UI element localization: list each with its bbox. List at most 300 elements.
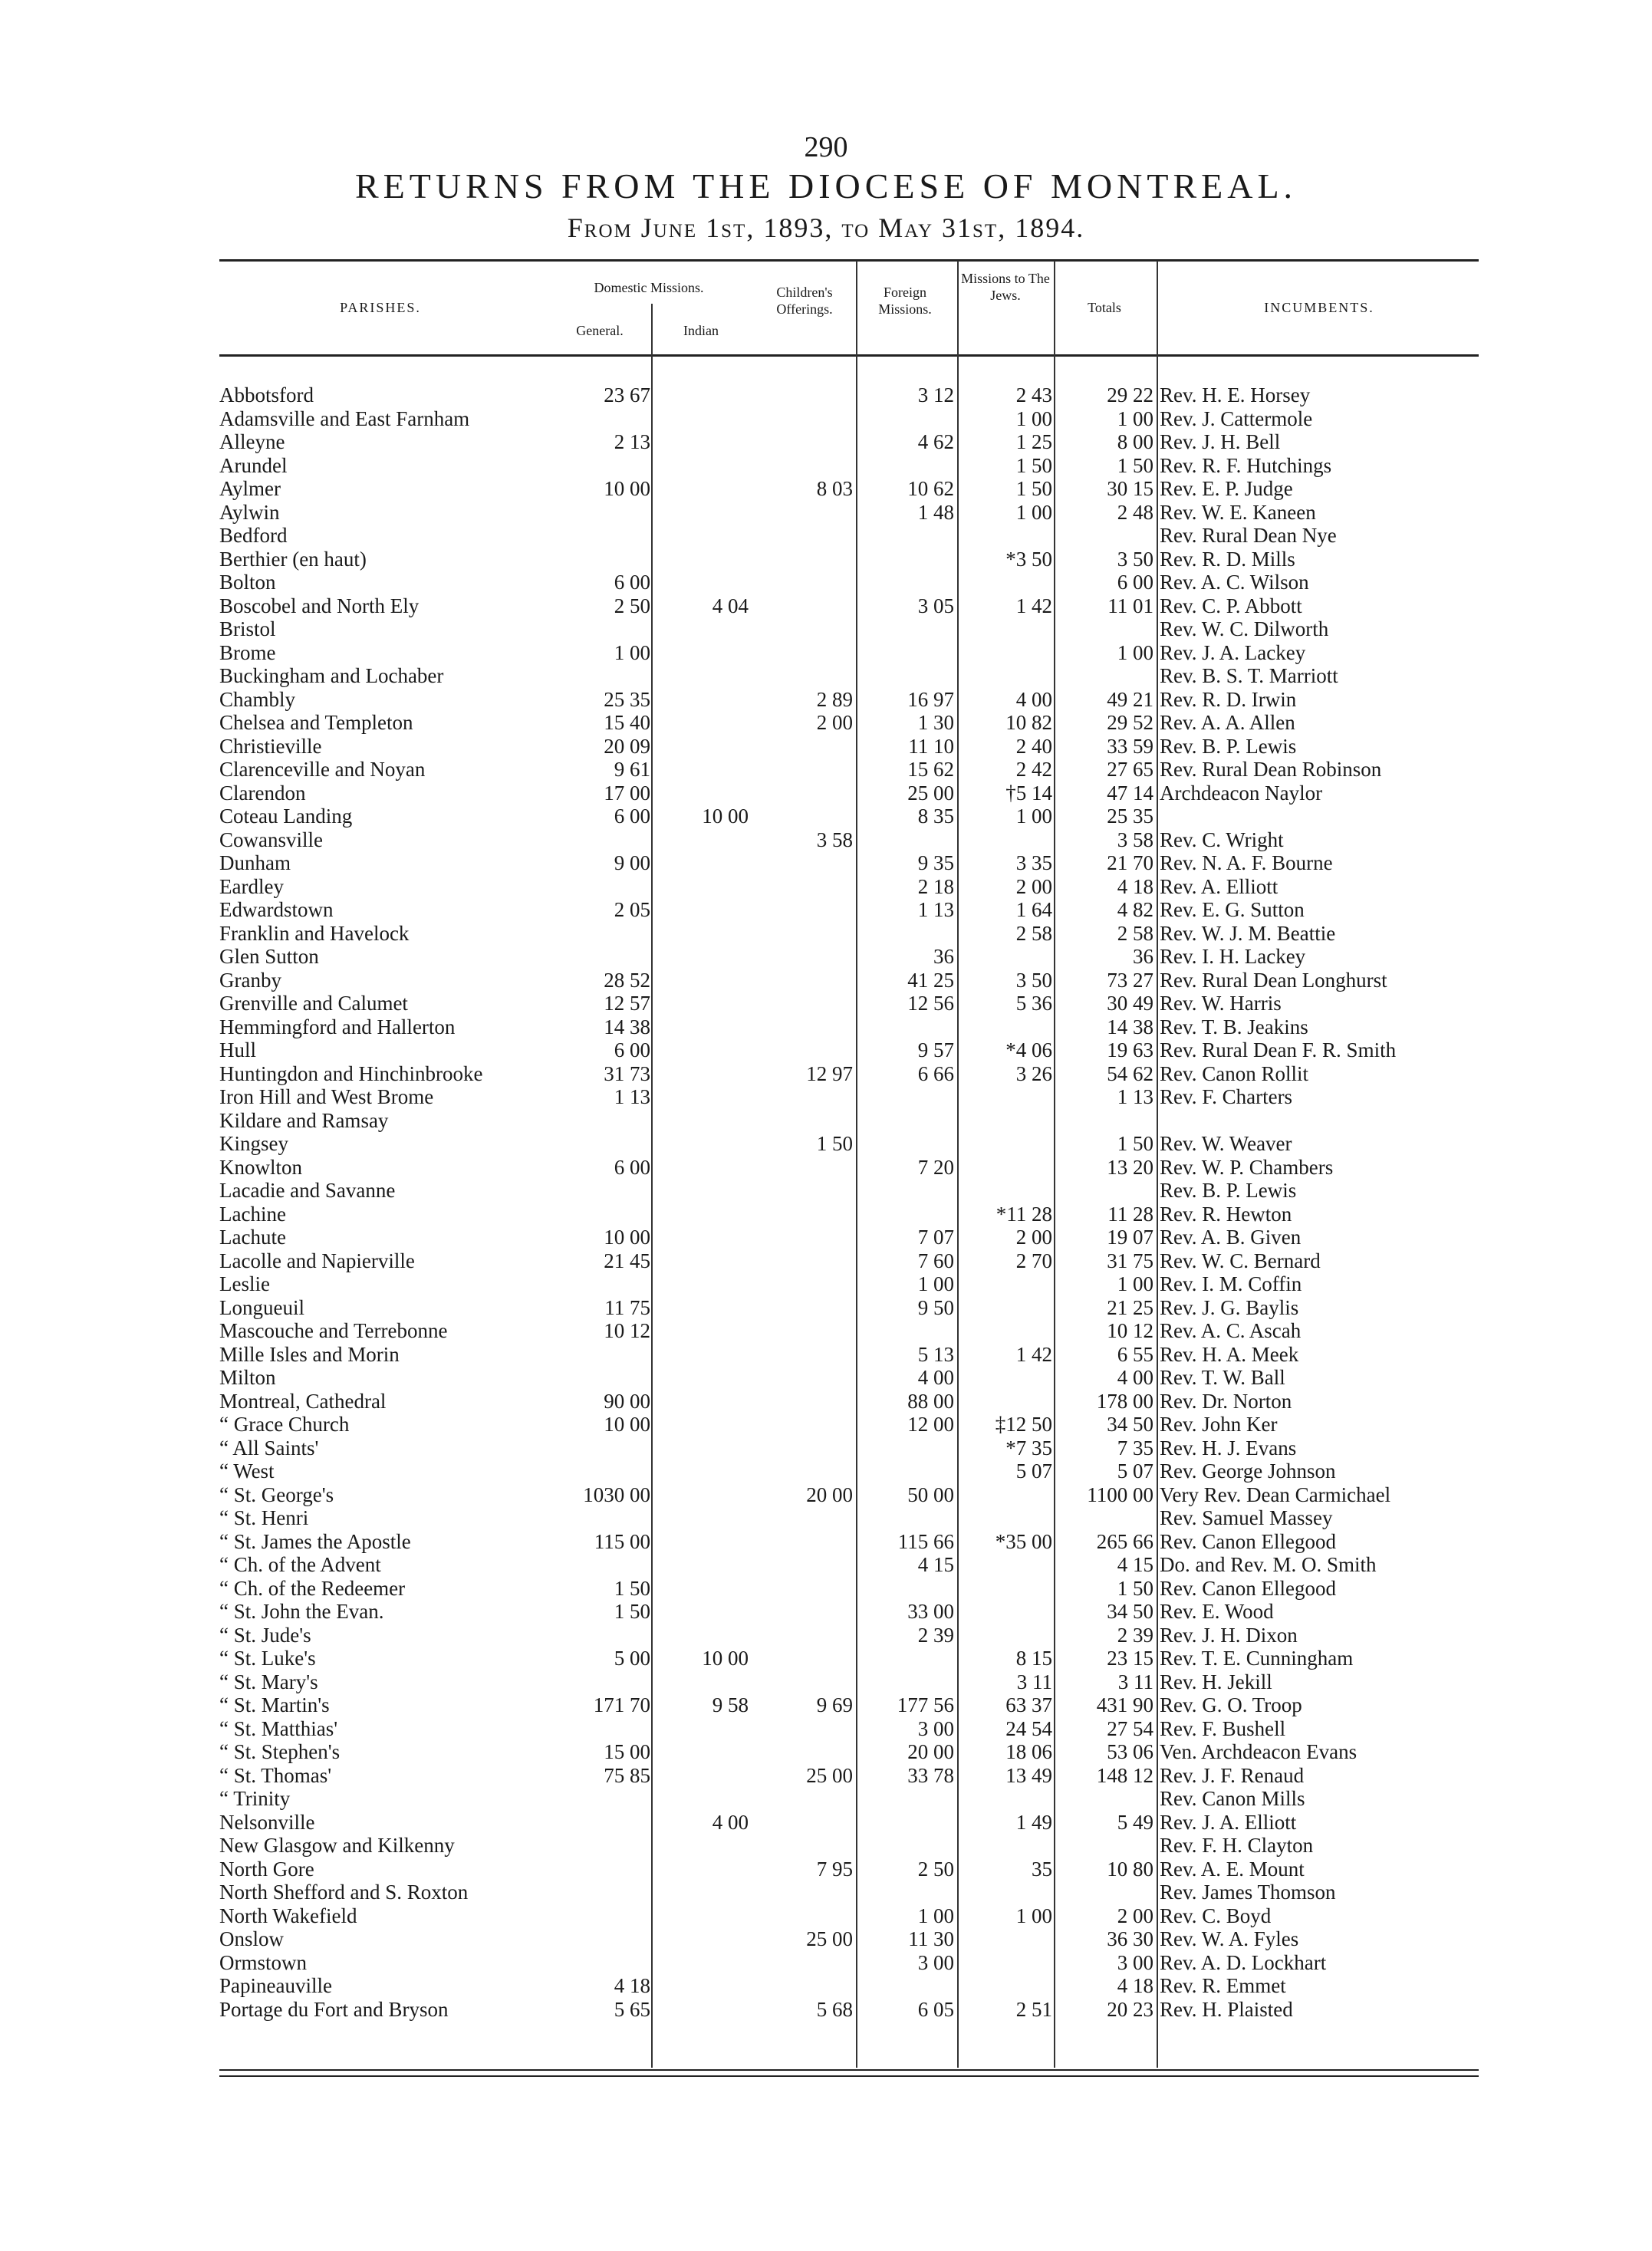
indian-missions-value	[653, 1834, 749, 1857]
total-value: 3 00	[1117, 1950, 1153, 1974]
incumbent-name: Rev. A. B. Given	[1160, 1226, 1302, 1249]
indian-missions-value	[653, 992, 749, 1015]
incumbent-name: Rev. R. Emmet	[1160, 1974, 1286, 1997]
indian-missions-value	[653, 945, 749, 968]
foreign-missions-value: 50 00	[907, 1483, 954, 1506]
foreign-missions-value	[856, 1670, 954, 1693]
parish-name: Knowlton	[219, 1155, 302, 1179]
foreign-missions-value: 4 00	[917, 1366, 954, 1389]
parish-name: Montreal, Cathedral	[219, 1389, 387, 1413]
childrens-offerings-value	[752, 1577, 853, 1600]
parish-name: Hemmingford and Hallerton	[219, 1015, 456, 1038]
missions-to-jews-value: 2 70	[1015, 1249, 1052, 1272]
missions-to-jews-value: 2 51	[1015, 1997, 1052, 2021]
missions-to-jews-value	[959, 1109, 1052, 1132]
column-divider	[651, 304, 653, 2068]
foreign-missions-value	[856, 1787, 954, 1810]
childrens-offerings-value	[752, 758, 853, 781]
parish-name: Longueuil	[219, 1295, 304, 1319]
foreign-missions-value: 11 10	[908, 734, 954, 758]
missions-to-jews-value: 18 06	[1005, 1740, 1052, 1763]
missions-to-jews-value	[959, 828, 1052, 851]
parish-name: Lacolle and Napierville	[219, 1249, 415, 1272]
incumbent-name: Very Rev. Dean Carmichael	[1160, 1483, 1391, 1506]
parish-name: Adamsville and East Farnham	[219, 406, 470, 430]
page-number: 290	[804, 131, 848, 163]
foreign-missions-value: 2 50	[917, 1857, 954, 1881]
missions-to-jews-value	[959, 1296, 1052, 1319]
incumbent-name: Rev. H. J. Evans	[1160, 1436, 1297, 1460]
total-value: 5 49	[1117, 1810, 1153, 1834]
incumbent-name: Rev. A. C. Wilson	[1160, 571, 1309, 594]
total-value: 31 75	[1107, 1249, 1153, 1272]
general-missions-value	[549, 1460, 650, 1483]
general-missions-value: 4 18	[614, 1974, 650, 1997]
general-missions-value	[549, 1624, 650, 1647]
indian-missions-value	[653, 548, 749, 571]
general-missions-value: 9 61	[614, 758, 650, 781]
total-value: 2 39	[1117, 1623, 1153, 1647]
indian-missions-value	[653, 1062, 749, 1085]
foreign-missions-value	[856, 1436, 954, 1460]
childrens-offerings-value	[752, 1296, 853, 1319]
incumbent-name: Rev. Samuel Massey	[1160, 1506, 1333, 1529]
missions-to-jews-value	[959, 1132, 1052, 1155]
indian-missions-value	[653, 1998, 749, 2021]
missions-to-jews-value: 3 26	[1015, 1061, 1052, 1085]
total-value: 1 00	[1117, 1272, 1153, 1295]
indian-missions-value	[653, 1577, 749, 1600]
general-missions-value	[549, 1858, 650, 1881]
indian-missions-value	[653, 1927, 749, 1950]
missions-to-jews-value	[959, 617, 1052, 640]
incumbent-name: Rev. H. A. Meek	[1160, 1342, 1299, 1366]
childrens-offerings-value	[752, 992, 853, 1015]
header-domestic-missions: Domestic Missions.	[594, 280, 704, 295]
general-missions-value	[549, 1203, 650, 1226]
parish-name: Abbotsford	[219, 383, 314, 406]
foreign-missions-value: 3 12	[917, 383, 954, 406]
parish-name: Clarenceville and Noyan	[219, 758, 426, 781]
general-missions-value	[549, 617, 650, 640]
childrens-offerings-value	[752, 851, 853, 874]
indian-missions-value	[653, 1203, 749, 1226]
incumbent-name: Rev. R. D. Irwin	[1160, 687, 1297, 711]
missions-to-jews-value	[959, 1951, 1052, 1974]
total-value	[1055, 1506, 1153, 1529]
childrens-offerings-value	[752, 1156, 853, 1179]
column-divider	[1157, 261, 1158, 2068]
parish-name: Eardley	[219, 874, 284, 898]
incumbent-name: Rev. T. B. Jeakins	[1160, 1015, 1308, 1038]
foreign-missions-value	[856, 922, 954, 945]
foreign-missions-value	[856, 1179, 954, 1202]
indian-missions-value	[653, 1272, 749, 1295]
foreign-missions-value	[856, 1577, 954, 1600]
childrens-offerings-value	[752, 407, 853, 430]
childrens-offerings-value	[752, 454, 853, 477]
indian-missions-value	[653, 1740, 749, 1763]
general-missions-value	[549, 1787, 650, 1810]
indian-missions-value: 4 00	[712, 1810, 749, 1834]
total-value: 1 50	[1117, 1132, 1153, 1155]
total-value: 30 15	[1107, 477, 1153, 500]
parish-name: Franklin and Havelock	[219, 921, 410, 945]
indian-missions-value	[653, 1366, 749, 1389]
general-missions-value: 15 40	[604, 711, 650, 734]
general-missions-value	[549, 664, 650, 687]
total-value: 19 07	[1107, 1226, 1153, 1249]
childrens-offerings-value	[752, 1600, 853, 1623]
childrens-offerings-value	[752, 782, 853, 805]
total-value: 53 06	[1107, 1740, 1153, 1763]
foreign-missions-value: 4 62	[917, 430, 954, 453]
childrens-offerings-value	[752, 1390, 853, 1413]
parish-name: North Gore	[219, 1857, 314, 1881]
indian-missions-value: 10 00	[702, 1647, 749, 1670]
missions-to-jews-value: 2 43	[1015, 383, 1052, 406]
foreign-missions-value: 7 20	[917, 1155, 954, 1179]
foreign-missions-value: 9 57	[917, 1038, 954, 1061]
foreign-missions-value: 3 00	[917, 1950, 954, 1974]
general-missions-value	[549, 548, 650, 571]
general-missions-value: 1 13	[614, 1085, 650, 1108]
foreign-missions-value	[856, 1647, 954, 1670]
incumbent-name: Rev. H. E. Horsey	[1160, 383, 1311, 406]
incumbent-name: Rev. A. Elliott	[1160, 874, 1278, 898]
foreign-missions-value	[856, 1132, 954, 1155]
foreign-missions-value	[856, 641, 954, 664]
indian-missions-value	[653, 1600, 749, 1623]
general-missions-value: 1 50	[614, 1576, 650, 1600]
general-missions-value	[549, 945, 650, 968]
incumbent-name: Rev. A. A. Allen	[1160, 711, 1295, 734]
foreign-missions-value: 115 66	[897, 1529, 954, 1553]
parish-name: Granby	[219, 968, 281, 992]
total-value: 27 65	[1107, 758, 1153, 781]
general-missions-value: 6 00	[614, 1155, 650, 1179]
indian-missions-value	[653, 1109, 749, 1132]
general-missions-value: 10 12	[604, 1319, 650, 1342]
foreign-missions-value	[856, 1506, 954, 1529]
childrens-offerings-value	[752, 571, 853, 594]
missions-to-jews-value: 3 35	[1015, 851, 1052, 874]
incumbent-name: Rev. John Ker	[1160, 1413, 1278, 1436]
incumbent-name: Do. and Rev. M. O. Smith	[1160, 1553, 1377, 1576]
total-value: 30 49	[1107, 992, 1153, 1015]
general-missions-value: 10 00	[604, 1226, 650, 1249]
childrens-offerings-value	[752, 1881, 853, 1904]
header-parishes: PARISHES.	[340, 300, 421, 315]
indian-missions-value: 10 00	[702, 805, 749, 828]
total-value: 7 35	[1117, 1436, 1153, 1460]
incumbent-name: Rev. H. Plaisted	[1160, 1997, 1293, 2021]
general-missions-value: 90 00	[604, 1389, 650, 1413]
childrens-offerings-value	[752, 501, 853, 524]
general-missions-value	[549, 1272, 650, 1295]
general-missions-value: 14 38	[604, 1015, 650, 1038]
general-missions-value: 2 05	[614, 898, 650, 921]
indian-missions-value	[653, 851, 749, 874]
missions-to-jews-value: *7 35	[1005, 1436, 1052, 1460]
incumbent-name: Rev. R. Hewton	[1160, 1202, 1292, 1226]
indian-missions-value	[653, 1343, 749, 1366]
missions-to-jews-value: 5 36	[1015, 992, 1052, 1015]
general-missions-value: 1 50	[614, 1600, 650, 1623]
foreign-missions-value: 8 35	[917, 805, 954, 828]
indian-missions-value	[653, 875, 749, 898]
general-missions-value: 5 65	[614, 1997, 650, 2021]
missions-to-jews-value	[959, 664, 1052, 687]
childrens-offerings-value	[752, 1085, 853, 1108]
missions-to-jews-value: 1 00	[1015, 406, 1052, 430]
childrens-offerings-value: 9 69	[816, 1693, 853, 1716]
foreign-missions-value: 11 30	[908, 1927, 954, 1950]
parish-name: “ St. George's	[219, 1483, 334, 1506]
general-missions-value: 1 00	[614, 640, 650, 664]
foreign-missions-value: 177 56	[897, 1693, 954, 1716]
foreign-missions-value: 5 13	[917, 1342, 954, 1366]
total-value: 27 54	[1107, 1716, 1153, 1740]
childrens-offerings-value: 5 68	[816, 1997, 853, 2021]
parish-name: “ Ch. of the Advent	[219, 1553, 381, 1576]
general-missions-value: 25 35	[604, 687, 650, 711]
childrens-offerings-value: 7 95	[816, 1857, 853, 1881]
incumbent-name: Rev. A. D. Lockhart	[1160, 1950, 1327, 1974]
incumbent-name: Rev. W. E. Kaneen	[1160, 500, 1316, 524]
foreign-missions-value: 9 50	[917, 1295, 954, 1319]
header-foreign-missions: Foreign Missions.	[878, 285, 932, 317]
parish-name: “ St. Matthias'	[219, 1716, 338, 1740]
general-missions-value: 1030 00	[583, 1483, 650, 1506]
childrens-offerings-value	[752, 641, 853, 664]
childrens-offerings-value	[752, 1624, 853, 1647]
general-missions-value	[549, 1927, 650, 1950]
incumbent-name: Rev. W. J. M. Beattie	[1160, 921, 1336, 945]
general-missions-value: 17 00	[604, 781, 650, 805]
incumbent-name: Ven. Archdeacon Evans	[1160, 1740, 1357, 1763]
general-missions-value	[549, 1109, 650, 1132]
incumbent-name: Rev. W. Harris	[1160, 992, 1282, 1015]
general-missions-value	[549, 407, 650, 430]
total-value: 11 28	[1107, 1202, 1153, 1226]
incumbent-name: Rev. F. Charters	[1160, 1085, 1293, 1108]
total-value	[1055, 664, 1153, 687]
page-subtitle: From June 1st, 1893, to May 31st, 1894.	[567, 212, 1085, 243]
incumbent-name: Rev. E. G. Sutton	[1160, 898, 1305, 921]
childrens-offerings-value	[752, 1015, 853, 1038]
childrens-offerings-value	[752, 1109, 853, 1132]
incumbent-name: Rev. Rural Dean Robinson	[1160, 758, 1382, 781]
total-value: 1100 00	[1087, 1483, 1153, 1506]
parish-name: Huntingdon and Hinchinbrooke	[219, 1061, 483, 1085]
total-value: 5 07	[1117, 1460, 1153, 1483]
general-missions-value: 171 70	[593, 1693, 650, 1716]
footer-rule	[219, 2069, 1479, 2071]
parish-name: Nelsonville	[219, 1810, 315, 1834]
general-missions-value: 12 57	[604, 992, 650, 1015]
missions-to-jews-value	[959, 1624, 1052, 1647]
childrens-offerings-value	[752, 922, 853, 945]
general-missions-value	[549, 1881, 650, 1904]
general-missions-value: 28 52	[604, 968, 650, 992]
missions-to-jews-value	[959, 1366, 1052, 1389]
missions-to-jews-value	[959, 571, 1052, 594]
foreign-missions-value	[856, 524, 954, 547]
incumbent-name: Rev. I. M. Coffin	[1160, 1272, 1302, 1295]
foreign-missions-value: 9 35	[917, 851, 954, 874]
childrens-offerings-value: 1 50	[816, 1132, 853, 1155]
parish-name: Kildare and Ramsay	[219, 1108, 389, 1132]
general-missions-value: 31 73	[604, 1061, 650, 1085]
indian-missions-value	[653, 1858, 749, 1881]
total-value: 21 70	[1107, 851, 1153, 874]
incumbent-name: Rev. A. C. Ascah	[1160, 1319, 1302, 1342]
indian-missions-value	[653, 1296, 749, 1319]
indian-missions-value	[653, 501, 749, 524]
childrens-offerings-value	[752, 969, 853, 992]
foreign-missions-value: 4 15	[917, 1553, 954, 1576]
foreign-missions-value	[856, 1460, 954, 1483]
incumbent-name: Rev. F. H. Clayton	[1160, 1834, 1314, 1857]
total-value: 4 18	[1117, 1974, 1153, 1997]
missions-to-jews-value: 1 64	[1015, 898, 1052, 921]
missions-to-jews-value: 3 11	[1016, 1670, 1052, 1693]
indian-missions-value	[653, 1085, 749, 1108]
foreign-missions-value: 3 05	[917, 594, 954, 617]
parish-name: “ St. Martin's	[219, 1693, 330, 1716]
incumbent-name: Rev. J. H. Bell	[1160, 430, 1281, 453]
general-missions-value	[549, 1951, 650, 1974]
general-missions-value	[549, 1436, 650, 1460]
childrens-offerings-value	[752, 1834, 853, 1857]
missions-to-jews-value: 2 00	[1015, 874, 1052, 898]
indian-missions-value	[653, 454, 749, 477]
foreign-missions-value	[856, 548, 954, 571]
parish-name: “ West	[219, 1460, 275, 1483]
total-value	[1055, 617, 1153, 640]
indian-missions-value	[653, 1951, 749, 1974]
incumbent-name: Rev. T. E. Cunningham	[1160, 1647, 1354, 1670]
foreign-missions-value: 20 00	[907, 1740, 954, 1763]
foreign-missions-value	[856, 454, 954, 477]
missions-to-jews-value	[959, 1272, 1052, 1295]
missions-to-jews-value	[959, 1483, 1052, 1506]
indian-missions-value	[653, 1319, 749, 1342]
incumbent-name: Rev. Dr. Norton	[1160, 1389, 1292, 1413]
incumbent-name: Rev. Rural Dean Longhurst	[1160, 968, 1387, 992]
incumbent-name: Rev. B. P. Lewis	[1160, 1179, 1297, 1202]
childrens-offerings-value	[752, 945, 853, 968]
foreign-missions-value	[856, 1974, 954, 1997]
childrens-offerings-value	[752, 1203, 853, 1226]
missions-to-jews-value: 1 00	[1015, 1904, 1052, 1927]
parish-name: Grenville and Calumet	[219, 992, 408, 1015]
childrens-offerings-value: 25 00	[806, 1763, 853, 1787]
total-value: 148 12	[1096, 1763, 1153, 1787]
foreign-missions-value	[856, 407, 954, 430]
total-value: 14 38	[1107, 1015, 1153, 1038]
incumbent-name: Rev. J. A. Lackey	[1160, 640, 1306, 664]
foreign-missions-value: 12 00	[907, 1413, 954, 1436]
parish-name: Bolton	[219, 571, 276, 594]
childrens-offerings-value	[752, 524, 853, 547]
indian-missions-value	[653, 1506, 749, 1529]
incumbent-name: Rev. W. C. Dilworth	[1160, 617, 1329, 640]
parish-name: New Glasgow and Kilkenny	[219, 1834, 455, 1857]
parish-name: North Wakefield	[219, 1904, 357, 1927]
indian-missions-value	[653, 1179, 749, 1202]
incumbent-name: Rev. J. H. Dixon	[1160, 1623, 1298, 1647]
foreign-missions-value: 2 18	[917, 874, 954, 898]
total-value: 6 55	[1117, 1342, 1153, 1366]
parish-name: Papineauville	[219, 1974, 332, 1997]
childrens-offerings-value: 25 00	[806, 1927, 853, 1950]
foreign-missions-value: 36	[933, 945, 954, 968]
parish-name: Iron Hill and West Brome	[219, 1085, 434, 1108]
indian-missions-value	[653, 1624, 749, 1647]
general-missions-value: 15 00	[604, 1740, 650, 1763]
childrens-offerings-value	[752, 1249, 853, 1272]
missions-to-jews-value	[959, 1553, 1052, 1576]
total-value: 2 48	[1117, 500, 1153, 524]
general-missions-value: 23 67	[604, 383, 650, 406]
foreign-missions-value	[856, 1109, 954, 1132]
parish-name: Cowansville	[219, 828, 323, 851]
childrens-offerings-value	[752, 1226, 853, 1249]
parish-name: Onslow	[219, 1927, 285, 1950]
missions-to-jews-value: 3 50	[1015, 968, 1052, 992]
header-totals: Totals	[1088, 300, 1121, 315]
incumbent-name: Rev. C. Boyd	[1160, 1904, 1272, 1927]
general-missions-value	[549, 875, 650, 898]
incumbent-name: Rev. I. H. Lackey	[1160, 945, 1306, 968]
foreign-missions-value	[856, 828, 954, 851]
parish-name: “ St. John the Evan.	[219, 1600, 384, 1623]
general-missions-value	[549, 922, 650, 945]
total-value: 29 52	[1107, 711, 1153, 734]
indian-missions-value: 9 58	[712, 1693, 749, 1716]
total-value	[1055, 1834, 1153, 1857]
foreign-missions-value	[856, 664, 954, 687]
total-value: 4 15	[1117, 1553, 1153, 1576]
missions-to-jews-value: 1 00	[1015, 500, 1052, 524]
indian-missions-value	[653, 688, 749, 711]
incumbent-name: Rev. Rural Dean Nye	[1160, 524, 1337, 547]
parish-name: Clarendon	[219, 781, 306, 805]
childrens-offerings-value	[752, 1343, 853, 1366]
indian-missions-value	[653, 1764, 749, 1787]
header-general: General.	[576, 323, 624, 338]
missions-to-jews-value: 35	[1032, 1857, 1052, 1881]
parish-name: Mille Isles and Morin	[219, 1342, 400, 1366]
indian-missions-value	[653, 407, 749, 430]
missions-to-jews-value: 1 50	[1015, 477, 1052, 500]
indian-missions-value	[653, 969, 749, 992]
total-value: 4 82	[1117, 898, 1153, 921]
general-missions-value	[549, 1343, 650, 1366]
total-value: 4 18	[1117, 874, 1153, 898]
total-value: 34 50	[1107, 1413, 1153, 1436]
missions-to-jews-value: 1 00	[1015, 805, 1052, 828]
total-value: 178 00	[1096, 1389, 1153, 1413]
indian-missions-value	[653, 898, 749, 921]
incumbent-name: Rev. R. D. Mills	[1160, 547, 1295, 571]
incumbent-name: Rev. R. F. Hutchings	[1160, 453, 1332, 477]
parish-name: Glen Sutton	[219, 945, 319, 968]
missions-to-jews-value: 2 40	[1015, 734, 1052, 758]
foreign-missions-value	[856, 1203, 954, 1226]
